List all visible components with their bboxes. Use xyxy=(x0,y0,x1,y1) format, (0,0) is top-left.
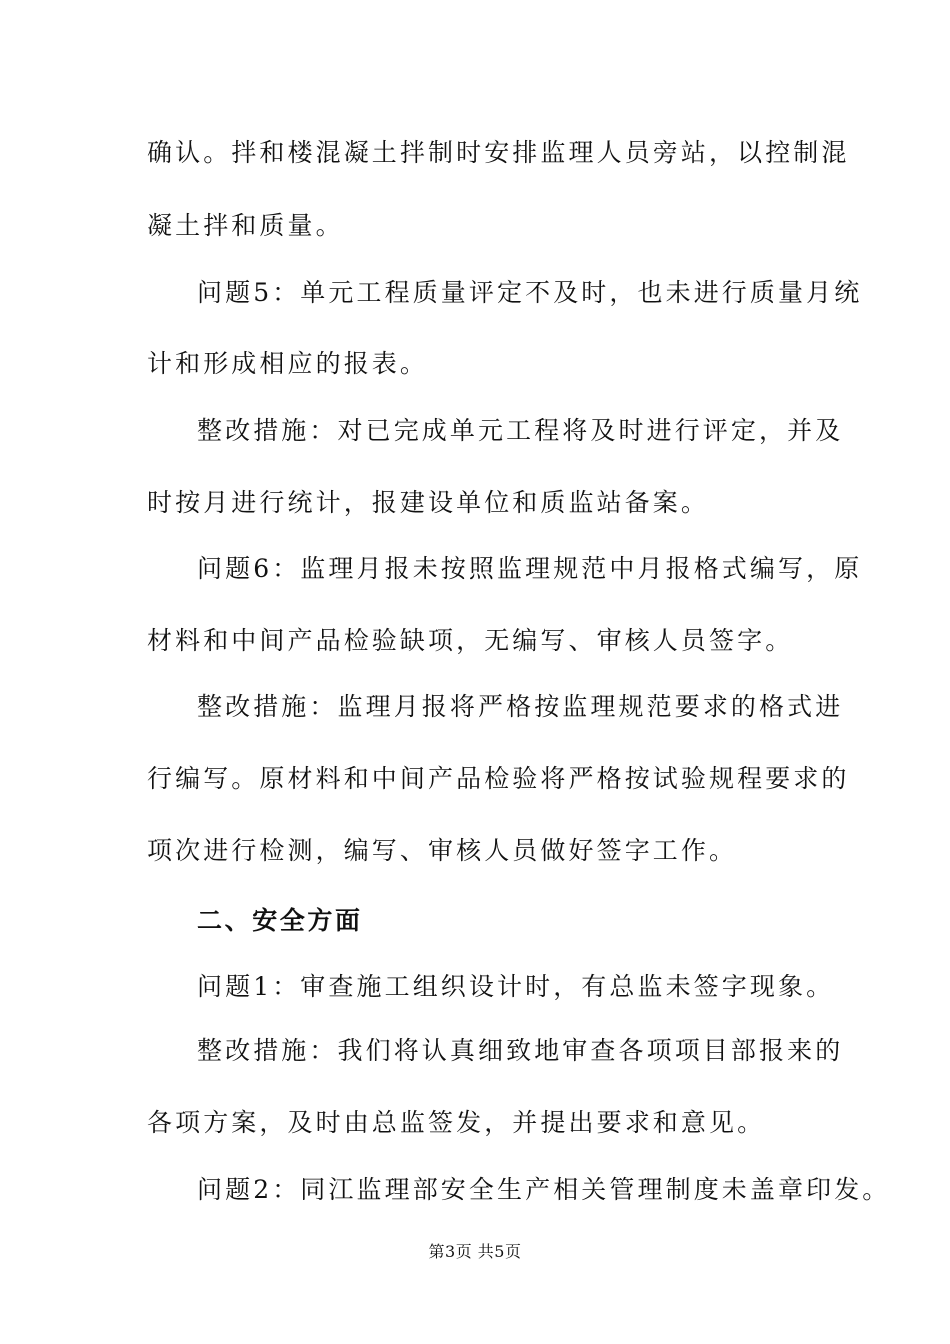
paragraph-line: 计和形成相应的报表。 xyxy=(147,349,429,378)
paragraph-line: 时按月进行统计，报建设单位和质监站备案。 xyxy=(147,488,710,517)
measure-line: 整改措施：监理月报将严格按监理规范要求的格式进 xyxy=(197,692,844,721)
problem-1-line: 问题1：审查施工组织设计时，有总监未签字现象。 xyxy=(197,972,835,1001)
measure-line: 整改措施：我们将认真细致地审查各项项目部报来的 xyxy=(197,1036,844,1065)
section-heading: 二、安全方面 xyxy=(197,906,363,935)
problem-5-line: 问题5：单元工程质量评定不及时，也未进行质量月统 xyxy=(197,278,863,307)
paragraph-line: 确认。拌和楼混凝土拌制时安排监理人员旁站，以控制混 xyxy=(147,138,850,167)
paragraph-line: 材料和中间产品检验缺项，无编写、审核人员签字。 xyxy=(147,626,794,655)
measure-line: 整改措施：对已完成单元工程将及时进行评定，并及 xyxy=(197,416,844,445)
paragraph-line: 行编写。原材料和中间产品检验将严格按试验规程要求的 xyxy=(147,764,850,793)
page-footer: 第3页 共5页 xyxy=(428,1242,522,1261)
problem-2-line: 问题2：同江监理部安全生产相关管理制度未盖章印发。 xyxy=(197,1175,891,1204)
paragraph-line: 各项方案，及时由总监签发，并提出要求和意见。 xyxy=(147,1108,766,1137)
problem-6-line: 问题6：监理月报未按照监理规范中月报格式编写，原 xyxy=(197,554,863,583)
paragraph-line: 项次进行检测，编写、审核人员做好签字工作。 xyxy=(147,836,738,865)
paragraph-line: 凝土拌和质量。 xyxy=(147,211,344,240)
